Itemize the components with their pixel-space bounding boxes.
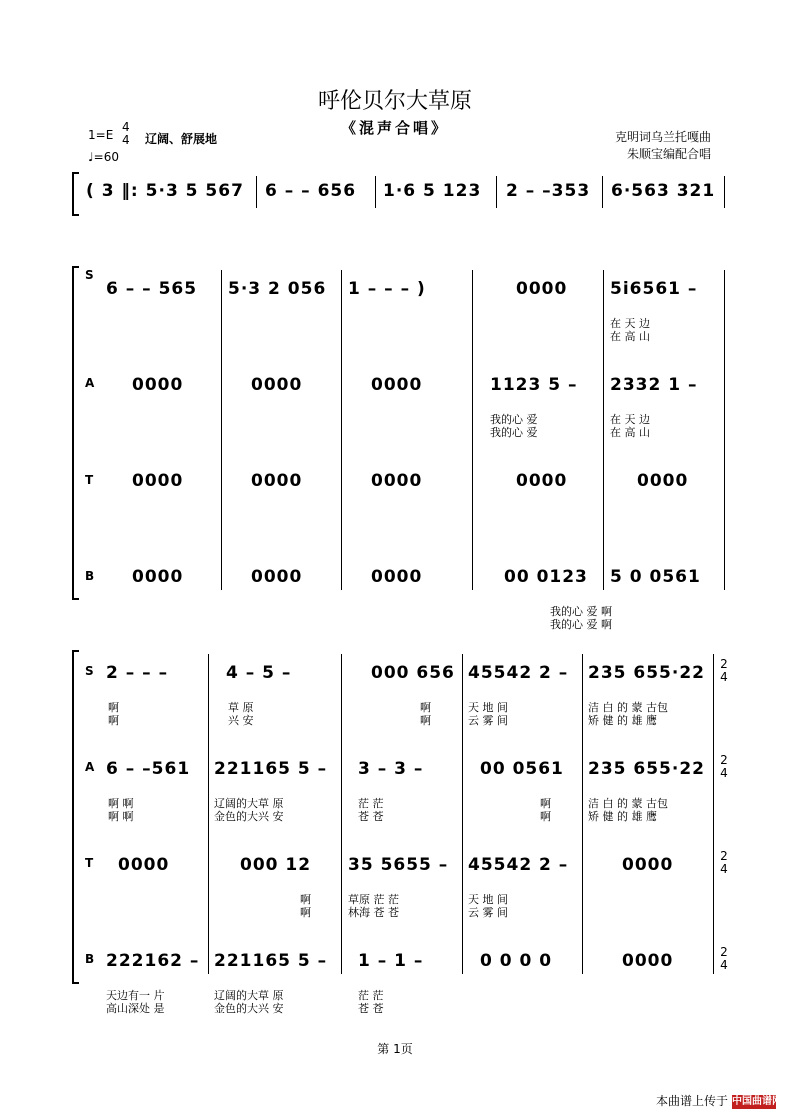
s2-t-m3: 0000 [371,471,423,491]
s3-s-m2: 4 – 5 – [226,663,292,683]
s3-s-ly2d: 云 雾 间 [468,714,508,727]
s3-b-ly2b: 金色的大兴 安 [214,1002,284,1015]
s3-s-ly1d: 天 地 间 [468,701,508,714]
barline [341,654,342,974]
watermark-text: 本曲谱上传于 [655,1094,728,1108]
s3-t-ly2b: 林海 苍 苍 [348,906,399,919]
s3-a-m3: 3 – 3 – [358,759,424,779]
barline [724,270,725,590]
s3-a-ly1d: 啊 [540,797,551,810]
s3-a-ly2a: 啊 啊 [108,810,134,823]
s3-b-ly1b: 辽阔的大草 原 [214,989,284,1002]
s3-t-ly1c: 天 地 间 [468,893,508,906]
s3-s-ly1e: 洁 白 的 蒙 古包 [588,701,668,714]
s3-a-ly1e: 洁 白 的 蒙 古包 [588,797,668,810]
voice-label-alto: A [85,760,95,774]
tempo-marking: ♩=60 [88,150,119,164]
voice-label-bass: B [85,952,95,966]
barline [341,270,342,590]
s3-a-m4: 00 0561 [480,759,564,779]
s2-b-m3: 0000 [371,567,423,587]
barline [221,270,222,590]
intro-measure-4: 2 – –353 [506,181,591,201]
s2-a-m2: 0000 [251,375,303,395]
song-title: 呼伦贝尔大草原 [317,89,472,114]
s2-b-lyric-1: 我的心 爱 啊 [550,605,612,618]
s3-s-ly1a: 啊 [108,701,119,714]
s3-a-ly2e: 矫 健 的 雄 鹰 [588,810,657,823]
s3-s-m1: 2 – – – [106,663,169,683]
barline [603,270,604,590]
time-signature: 4 4 [122,120,130,147]
barline [208,654,209,974]
s3-s-m3: 000 656 [371,663,455,683]
barline [602,176,603,208]
voice-label-tenor: T [85,856,94,870]
s3-s-m4: 45542 2 – [468,663,569,683]
s3-t-m3: 35 5655 – [348,855,449,875]
s3-a-ly2d: 啊 [540,810,551,823]
s3-s-m5: 235 655·22 [588,663,706,683]
s3-s-ly2e: 矫 健 的 雄 鹰 [588,714,657,727]
watermark [655,1092,782,1109]
barline [375,176,376,208]
s3-b-m1: 222162 – [106,951,200,971]
watermark-logo: 中国曲谱网 [732,1095,782,1107]
s3-s-ly1b: 草 原 [228,701,254,714]
s3-t-m4: 45542 2 – [468,855,569,875]
s2-b-m4: 00 0123 [504,567,588,587]
s3-t-ly1b: 草原 茫 茫 [348,893,399,906]
s3-s-ly2c: 啊 [420,714,431,727]
s2-t-m4: 0000 [516,471,568,491]
intro-measure-5: 6·563 321 [611,181,716,201]
s3-a-m2: 221165 5 – [214,759,328,779]
s2-a-lyric-2b: 在 高 山 [610,426,650,439]
mood-marking: 辽阔、舒展地 [145,132,218,146]
s3-a-ly2b: 金色的大兴 安 [214,810,284,823]
s2-b-m5: 5 0 0561 [610,567,701,587]
s2-s-m4: 0000 [516,279,568,299]
system-bracket [72,650,79,984]
s2-b-m1: 0000 [132,567,184,587]
s3-b-ly1c: 茫 茫 [358,989,384,1002]
voice-label-soprano: S [85,268,94,282]
s2-a-lyric-1a: 我的心 爱 [490,413,538,426]
s3-b-m4: 0 0 0 0 [480,951,553,971]
s3-a-ly1a: 啊 啊 [108,797,134,810]
voice-label-tenor: T [85,473,94,487]
s2-a-m4: 1123 5 – [490,375,578,395]
s3-a-m5: 235 655·22 [588,759,706,779]
s3-t-m1: 0000 [118,855,170,875]
s3-t-ly2c: 云 雾 间 [468,906,508,919]
barline [713,654,714,974]
s2-s-m2: 5·3 2 056 [228,279,327,299]
s2-b-lyric-2: 我的心 爱 啊 [550,618,612,631]
barline [496,176,497,208]
time-sig-change: 2 4 [720,849,728,876]
s3-t-ly2a: 啊 [300,906,311,919]
song-subtitle: 《混声合唱》 [340,119,449,137]
intro-measure-1: ( 3 ‖: 5·3 5 567 [86,181,244,201]
intro-measure-2: 6 – – 656 [265,181,357,201]
s3-a-ly1c: 茫 茫 [358,797,384,810]
s3-t-ly1a: 啊 [300,893,311,906]
s2-a-m1: 0000 [132,375,184,395]
time-sig-change: 2 4 [720,945,728,972]
credit-composer: 克明词乌兰托嘎曲 [615,130,712,144]
s2-s-m3: 1 – – – ) [348,279,426,299]
s2-a-lyric-1b: 在 天 边 [610,413,650,426]
s2-t-m2: 0000 [251,471,303,491]
key-signature: 1=E [88,128,114,142]
voice-label-soprano: S [85,664,94,678]
barline [472,270,473,590]
s3-t-m2: 000 12 [240,855,312,875]
system-bracket [72,172,79,216]
barline [724,176,725,208]
s3-b-m3: 1 – 1 – [358,951,424,971]
s2-s-m5: 5i6561 – [610,279,698,299]
s3-b-ly1a: 天边有一 片 [106,989,165,1002]
s2-a-m5: 2332 1 – [610,375,698,395]
s3-b-ly2c: 苍 苍 [358,1002,384,1015]
intro-measure-3: 1·6 5 123 [383,181,482,201]
s3-a-ly1b: 辽阔的大草 原 [214,797,284,810]
s3-s-ly2b: 兴 安 [228,714,254,727]
barline [582,654,583,974]
barline [462,654,463,974]
time-sig-change: 2 4 [720,657,728,684]
s3-s-ly2a: 啊 [108,714,119,727]
time-sig-change: 2 4 [720,753,728,780]
voice-label-bass: B [85,569,95,583]
s3-b-m2: 221165 5 – [214,951,328,971]
voice-label-alto: A [85,376,95,390]
s2-t-m1: 0000 [132,471,184,491]
credit-arranger: 朱顺宝编配合唱 [627,147,712,161]
s3-a-ly2c: 苍 苍 [358,810,384,823]
s2-s-m1: 6 – – 565 [106,279,198,299]
s3-t-m5: 0000 [622,855,674,875]
barline [256,176,257,208]
s3-b-m5: 0000 [622,951,674,971]
s2-b-m2: 0000 [251,567,303,587]
s2-s-lyric-1: 在 天 边 [610,317,650,330]
system-bracket [72,266,79,600]
s2-s-lyric-2: 在 高 山 [610,330,650,343]
page-number: 第 1页 [377,1042,413,1056]
s3-a-m1: 6 – –561 [106,759,191,779]
s3-b-ly2a: 高山深处 是 [106,1002,165,1015]
s2-t-m5: 0000 [637,471,689,491]
s2-a-lyric-2a: 我的心 爱 [490,426,538,439]
s2-a-m3: 0000 [371,375,423,395]
s3-s-ly1c: 啊 [420,701,431,714]
